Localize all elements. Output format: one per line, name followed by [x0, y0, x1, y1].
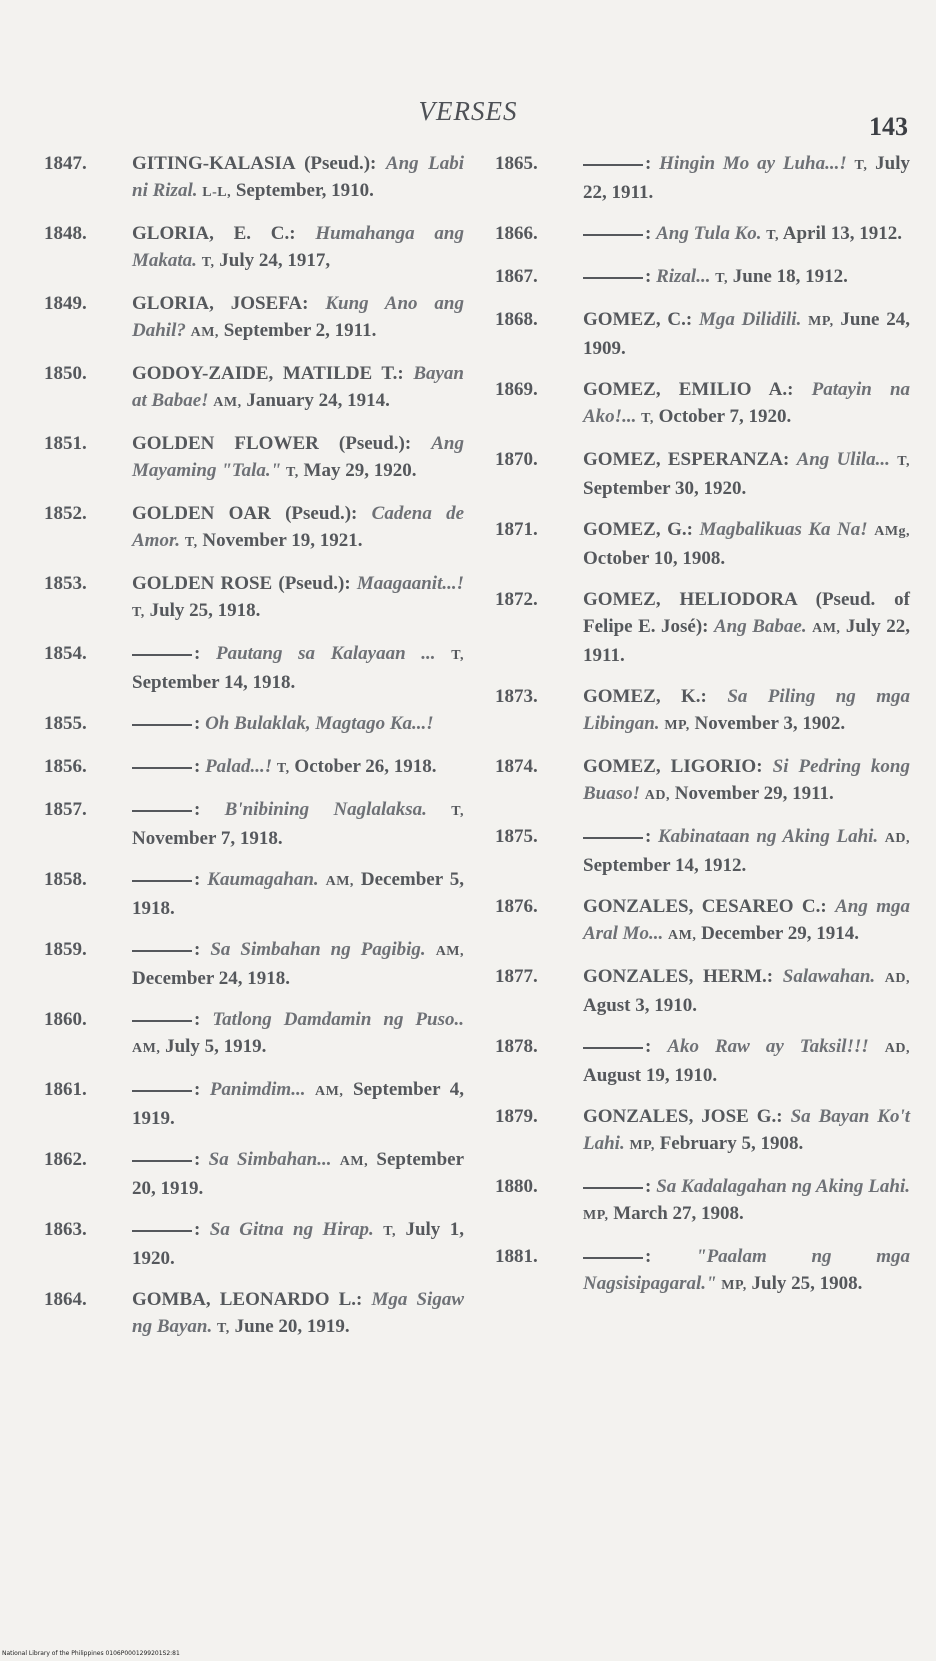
- entry-number: 1847.: [44, 153, 87, 174]
- ditto-dash: [132, 1090, 192, 1092]
- entry-date: July 22, 1911.: [583, 616, 910, 666]
- entry-number: 1866.: [495, 223, 538, 244]
- entry-author: GOMEZ, LIGORIO:: [583, 756, 763, 777]
- entry-title: Humahanga ang Makata.: [132, 223, 464, 271]
- entry-publication: AD,: [884, 1041, 911, 1056]
- ditto-dash: [583, 1187, 643, 1189]
- bibliography-entry: [44, 220, 464, 276]
- entry-publication: T,: [715, 271, 729, 286]
- bibliography-entry: [495, 376, 910, 432]
- entry-number: 1862.: [44, 1149, 87, 1170]
- entry-publication: T,: [451, 804, 464, 819]
- ditto-dash: [132, 1020, 192, 1022]
- ditto-dash: [132, 950, 192, 952]
- entry-author: :: [645, 1036, 652, 1057]
- entry-date: October 26, 1918.: [294, 756, 437, 777]
- entry-author: :: [194, 756, 201, 777]
- entry-number: 1857.: [44, 799, 87, 820]
- entry-author: GOMEZ, EMILIO A.:: [583, 379, 794, 400]
- entry-title: Ang Babae.: [713, 616, 807, 637]
- entry-date: December 5, 1918.: [132, 869, 464, 919]
- entry-number: 1863.: [44, 1219, 87, 1240]
- entry-number: 1848.: [44, 223, 87, 244]
- entry-author: GLORIA, E. C.:: [132, 223, 296, 244]
- entry-publication: T,: [201, 255, 215, 270]
- bibliography-entry: [495, 1103, 910, 1159]
- entry-publication: AM,: [339, 1154, 369, 1169]
- entry-title: Si Pedring kong Buaso!: [583, 756, 910, 804]
- entry-author: :: [194, 799, 201, 820]
- entry-date: December 29, 1914.: [701, 923, 860, 944]
- entry-number: 1859.: [44, 939, 87, 960]
- entry-number: 1872.: [495, 589, 538, 610]
- ditto-dash: [132, 1230, 192, 1232]
- entry-date: November 29, 1911.: [674, 783, 834, 804]
- entry-author: :: [194, 713, 201, 734]
- bibliography-entry: [495, 893, 910, 949]
- entry-author: GOLDEN ROSE (Pseud.):: [132, 573, 351, 594]
- entry-author: :: [194, 1009, 201, 1030]
- bibliography-entry: [495, 306, 910, 362]
- footer-credit: National Library of the Philippines 0106P0001299201S2:81: [2, 1650, 180, 1657]
- entry-number: 1853.: [44, 573, 87, 594]
- entry-number: 1877.: [495, 966, 538, 987]
- bibliography-entry: [495, 683, 910, 739]
- entry-number: 1850.: [44, 363, 87, 384]
- bibliography-entry: [495, 220, 910, 249]
- entry-date: June 24, 1909.: [583, 309, 911, 359]
- entry-number: 1876.: [495, 896, 538, 917]
- entry-date: September 4, 1919.: [132, 1079, 465, 1129]
- entry-publication: AM,: [315, 1084, 344, 1099]
- entry-title: Sa Kadalagahan ng Aking Lahi.: [656, 1176, 911, 1197]
- entry-author: GOLDEN OAR (Pseud.):: [132, 503, 358, 524]
- entry-publication: T,: [184, 535, 198, 550]
- right-column: [495, 150, 910, 1313]
- entry-publication: T,: [641, 411, 654, 426]
- entry-number: 1849.: [44, 293, 87, 314]
- entry-author: :: [645, 266, 652, 287]
- entry-author: GOLDEN FLOWER (Pseud.):: [132, 433, 412, 454]
- entry-publication: T,: [132, 605, 145, 620]
- entry-publication: MP,: [664, 718, 690, 733]
- entry-number: 1879.: [495, 1106, 538, 1127]
- bibliography-entry: [495, 1243, 910, 1299]
- ditto-dash: [132, 1160, 192, 1162]
- entry-date: September 14, 1912.: [583, 855, 747, 876]
- entry-author: :: [645, 1246, 652, 1267]
- entry-author: GOMEZ, K.:: [583, 686, 707, 707]
- bibliography-entry: [44, 1006, 464, 1062]
- entry-number: 1868.: [495, 309, 538, 330]
- entry-date: March 27, 1908.: [613, 1203, 744, 1224]
- entry-author: GONZALES, HERM.:: [583, 966, 774, 987]
- entry-author: GOMEZ, HELIODORA (Pseud. of Felipe E. José):: [583, 589, 910, 637]
- entry-date: July 1, 1920.: [132, 1219, 464, 1269]
- entry-date: September 14, 1918.: [132, 672, 296, 693]
- ditto-dash: [583, 277, 643, 279]
- bibliography-entry: [44, 1076, 464, 1132]
- entry-date: September 20, 1919.: [132, 1149, 465, 1199]
- entry-title: Kaumagahan.: [207, 869, 319, 890]
- entry-number: 1873.: [495, 686, 538, 707]
- entry-author: GITING-KALASIA (Pseud.):: [132, 153, 377, 174]
- entry-publication: AM,: [132, 1041, 161, 1056]
- entry-number: 1855.: [44, 713, 87, 734]
- entry-number: 1861.: [44, 1079, 87, 1100]
- bibliography-entry: [44, 1216, 464, 1272]
- entry-date: September 2, 1911.: [223, 320, 377, 341]
- entry-title: Ang Ulila...: [796, 449, 890, 470]
- entry-title: Cadena de Amor.: [132, 503, 465, 551]
- ditto-dash: [583, 1047, 643, 1049]
- entry-publication: MP,: [808, 314, 834, 329]
- entry-title: Mga Dilidili.: [698, 309, 802, 330]
- entry-publication: MP,: [721, 1278, 747, 1293]
- entry-date: September, 1910.: [235, 180, 374, 201]
- entry-title: Rizal...: [656, 266, 711, 287]
- entry-title: "Paalam ng mga Nagsisipagaral.": [583, 1246, 910, 1294]
- entry-author: GOMEZ, G.:: [583, 519, 693, 540]
- entry-author: :: [194, 643, 201, 664]
- bibliography-entry: [495, 150, 910, 206]
- ditto-dash: [583, 234, 643, 236]
- entry-publication: AM,: [812, 621, 841, 636]
- bibliography-entry: [495, 963, 910, 1019]
- bibliography-entry: [44, 430, 464, 486]
- entry-title: Kung Ano ang Dahil?: [132, 293, 464, 341]
- bibliography-entry: [44, 866, 464, 922]
- entry-date: November 7, 1918.: [132, 828, 283, 849]
- bibliography-entry: [44, 753, 464, 782]
- entry-author: :: [194, 1149, 201, 1170]
- entry-date: July 22, 1911.: [583, 153, 911, 203]
- entry-number: 1869.: [495, 379, 538, 400]
- entry-number: 1875.: [495, 826, 538, 847]
- entry-number: 1860.: [44, 1009, 87, 1030]
- ditto-dash: [583, 1257, 643, 1259]
- entry-date: July 25, 1918.: [149, 600, 261, 621]
- entry-publication: T,: [276, 761, 290, 776]
- entry-publication: AM,: [213, 395, 242, 410]
- entry-title: Mga Sigaw ng Bayan.: [132, 1289, 464, 1337]
- entry-author: :: [645, 223, 652, 244]
- running-head: VERSES: [418, 96, 518, 126]
- entry-author: GOMEZ, C.:: [583, 309, 693, 330]
- entry-title: Ang Labi ni Rizal.: [132, 153, 465, 201]
- entry-number: 1881.: [495, 1246, 538, 1267]
- entry-date: December 24, 1918.: [132, 968, 290, 989]
- entry-publication: MP,: [629, 1138, 655, 1153]
- bibliography-entry: [495, 263, 910, 292]
- entry-publication: T,: [285, 465, 299, 480]
- entry-number: 1871.: [495, 519, 538, 540]
- entry-author: GOMEZ, ESPERANZA:: [583, 449, 790, 470]
- entry-number: 1874.: [495, 756, 538, 777]
- entry-date: August 19, 1910.: [583, 1065, 718, 1086]
- entry-number: 1880.: [495, 1176, 538, 1197]
- bibliography-entry: [495, 446, 910, 502]
- entry-author: GLORIA, JOSEFA:: [132, 293, 309, 314]
- entry-publication: AM,: [435, 944, 465, 959]
- entry-title: Ang mga Aral Mo...: [583, 896, 910, 944]
- entry-number: 1856.: [44, 756, 87, 777]
- entry-date: June 18, 1912.: [732, 266, 848, 287]
- entry-author: :: [645, 153, 652, 174]
- entry-title: Sa Bayan Ko't Lahi.: [583, 1106, 910, 1154]
- entry-publication: T,: [854, 158, 868, 173]
- entry-publication: AD,: [884, 971, 910, 986]
- entry-author: GOMBA, LEONARDO L.:: [132, 1289, 363, 1310]
- entry-publication: T,: [451, 648, 465, 663]
- entry-publication: T,: [383, 1224, 397, 1239]
- entry-title: B'nibining Naglalaksa.: [224, 799, 427, 820]
- bibliography-entry: [495, 516, 910, 572]
- entry-publication: AD,: [644, 788, 671, 803]
- ditto-dash: [132, 724, 192, 726]
- entry-date: July 25, 1908.: [751, 1273, 863, 1294]
- page-number: 143: [869, 112, 908, 141]
- entry-date: June 20, 1919.: [234, 1316, 350, 1337]
- entry-title: Sa Gitna ng Hirap.: [209, 1219, 374, 1240]
- bibliography-entry: [44, 360, 464, 416]
- entry-date: July 24, 1917,: [219, 250, 331, 271]
- bibliography-entry: [44, 1146, 464, 1202]
- entry-number: 1870.: [495, 449, 538, 470]
- entry-number: 1867.: [495, 266, 538, 287]
- entry-number: 1858.: [44, 869, 87, 890]
- entry-title: Magbalikuas Ka Na!: [699, 519, 868, 540]
- bibliography-entry: [44, 150, 464, 206]
- bibliography-entry: [495, 1033, 910, 1089]
- ditto-dash: [132, 767, 192, 769]
- bibliography-entry: [44, 796, 464, 852]
- entry-title: Patayin na Ako!...: [583, 379, 911, 427]
- entry-author: :: [194, 1079, 201, 1100]
- entry-number: 1878.: [495, 1036, 538, 1057]
- entry-number: 1851.: [44, 433, 87, 454]
- entry-number: 1865.: [495, 153, 538, 174]
- entry-number: 1852.: [44, 503, 87, 524]
- entry-publication: AM,: [190, 325, 219, 340]
- entry-publication: AMg,: [874, 524, 911, 539]
- entry-title: Sa Simbahan ng Pagibig.: [210, 939, 426, 960]
- bibliography-entry: [44, 570, 464, 626]
- bibliography-entry: [44, 710, 464, 739]
- entry-author: GONZALES, JOSE G.:: [583, 1106, 783, 1127]
- entry-publication: AM,: [325, 874, 354, 889]
- entry-title: Pautang sa Kalayaan ...: [215, 643, 436, 664]
- entry-title: Ang Tula Ko.: [656, 223, 762, 244]
- bibliography-entry: [495, 586, 910, 669]
- entry-title: Salawahan.: [782, 966, 876, 987]
- bibliography-entry: [44, 500, 464, 556]
- bibliography-entry: [495, 1173, 910, 1229]
- ditto-dash: [583, 164, 643, 166]
- entry-number: 1864.: [44, 1289, 87, 1310]
- entry-date: October 10, 1908.: [583, 548, 726, 569]
- entry-publication: AD,: [884, 831, 911, 846]
- entry-date: Agust 3, 1910.: [583, 995, 698, 1016]
- entry-date: January 24, 1914.: [246, 390, 390, 411]
- entry-author: :: [194, 1219, 201, 1240]
- entry-date: September 30, 1920.: [583, 478, 747, 499]
- entry-title: Maagaanit...!: [356, 573, 465, 594]
- entry-title: Bayan at Babae!: [132, 363, 464, 411]
- entry-author: :: [645, 1176, 652, 1197]
- entry-author: GONZALES, CESAREO C.:: [583, 896, 827, 917]
- ditto-dash: [132, 810, 192, 812]
- entry-publication: MP,: [583, 1208, 609, 1223]
- entry-title: Ako Raw ay Taksil!!!: [667, 1036, 869, 1057]
- entry-title: Tatlong Damdamin ng Puso..: [212, 1009, 464, 1030]
- entry-title: Kabinataan ng Aking Lahi.: [657, 826, 879, 847]
- entry-author: GODOY-ZAIDE, MATILDE T.:: [132, 363, 404, 384]
- entry-title: Oh Bulaklak, Magtago Ka...!: [205, 713, 434, 734]
- entry-publication: T,: [217, 1321, 230, 1336]
- entry-title: Sa Simbahan...: [208, 1149, 332, 1170]
- bibliography-entry: [44, 936, 464, 992]
- entry-publication: L-L,: [202, 185, 232, 200]
- left-column: [44, 150, 464, 1356]
- entry-author: :: [194, 939, 201, 960]
- entry-date: July 5, 1919.: [165, 1036, 267, 1057]
- entry-date: February 5, 1908.: [659, 1133, 804, 1154]
- entry-number: 1854.: [44, 643, 87, 664]
- entry-publication: AM,: [668, 928, 697, 943]
- entry-publication: T,: [897, 454, 910, 469]
- entry-date: November 19, 1921.: [202, 530, 363, 551]
- entry-date: November 3, 1902.: [694, 713, 846, 734]
- entry-author: :: [194, 869, 201, 890]
- entry-date: October 7, 1920.: [658, 406, 792, 427]
- entry-title: Sa Piling ng mga Libingan.: [583, 686, 911, 734]
- bibliography-entry: [495, 753, 910, 809]
- bibliography-entry: [44, 290, 464, 346]
- bibliography-entry: [495, 823, 910, 879]
- entry-date: May 29, 1920.: [303, 460, 417, 481]
- ditto-dash: [132, 880, 192, 882]
- ditto-dash: [583, 837, 643, 839]
- bibliography-entry: [44, 640, 464, 696]
- entry-title: Palad...!: [205, 756, 273, 777]
- ditto-dash: [132, 654, 192, 656]
- bibliography-entry: [44, 1286, 464, 1342]
- entry-author: :: [645, 826, 652, 847]
- entry-publication: T,: [766, 228, 780, 243]
- entry-date: April 13, 1912.: [782, 223, 903, 244]
- entry-title: Ang Mayaming "Tala.": [132, 433, 464, 481]
- entry-title: Panimdim...: [209, 1079, 306, 1100]
- entry-title: Hingin Mo ay Luha...!: [659, 153, 847, 174]
